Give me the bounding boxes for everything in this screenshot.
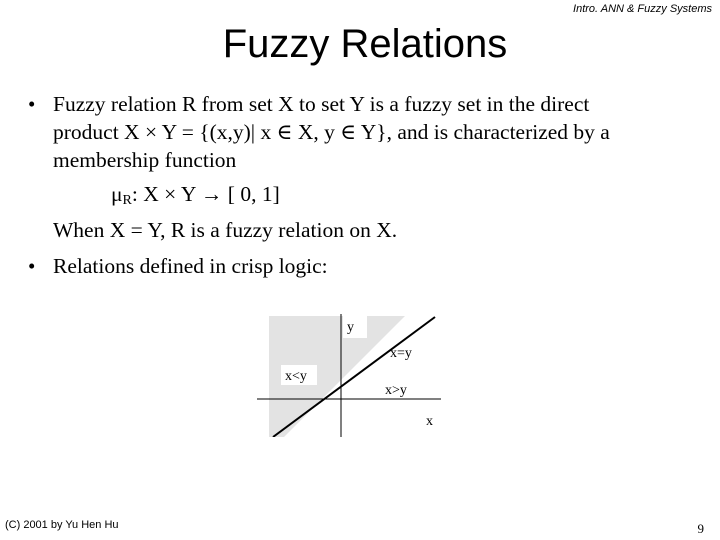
upper-region-label: x<y [285, 369, 307, 384]
formula-subscript: R [122, 193, 132, 208]
slide-title: Fuzzy Relations [222, 22, 508, 66]
footer-copyright: (C) 2001 by Yu Hen Hu [5, 519, 119, 531]
header-note: Intro. ANN & Fuzzy Systems [573, 3, 712, 15]
bullet-1-line-2: product X × Y = {(x,y)| x ∈ X, y ∈ Y}, and is characterized by a [53, 120, 610, 144]
lower-region-label: x>y [385, 383, 407, 398]
formula-mu: μ [111, 182, 123, 206]
bullet-2-line-1: Relations defined in crisp logic: [53, 254, 328, 278]
bullet-1-line-1: Fuzzy relation R from set X to set Y is a fuzzy set in the direct [53, 92, 590, 116]
bullet-1-line-5: When X = Y, R is a fuzzy relation on X. [53, 218, 398, 242]
crisp-relation-figure [255, 312, 455, 437]
bullet-marker-1: • [28, 92, 36, 116]
diagonal-label: x=y [390, 346, 412, 361]
page-number: 9 [697, 521, 704, 536]
formula-rest: : X × Y → [ 0, 1] [131, 182, 280, 206]
bullet-1-line-3: membership function [53, 148, 237, 172]
y-axis-label: y [347, 320, 354, 335]
membership-formula [111, 181, 280, 214]
bullet-marker-2: • [28, 254, 36, 278]
x-axis-label: x [426, 414, 433, 429]
